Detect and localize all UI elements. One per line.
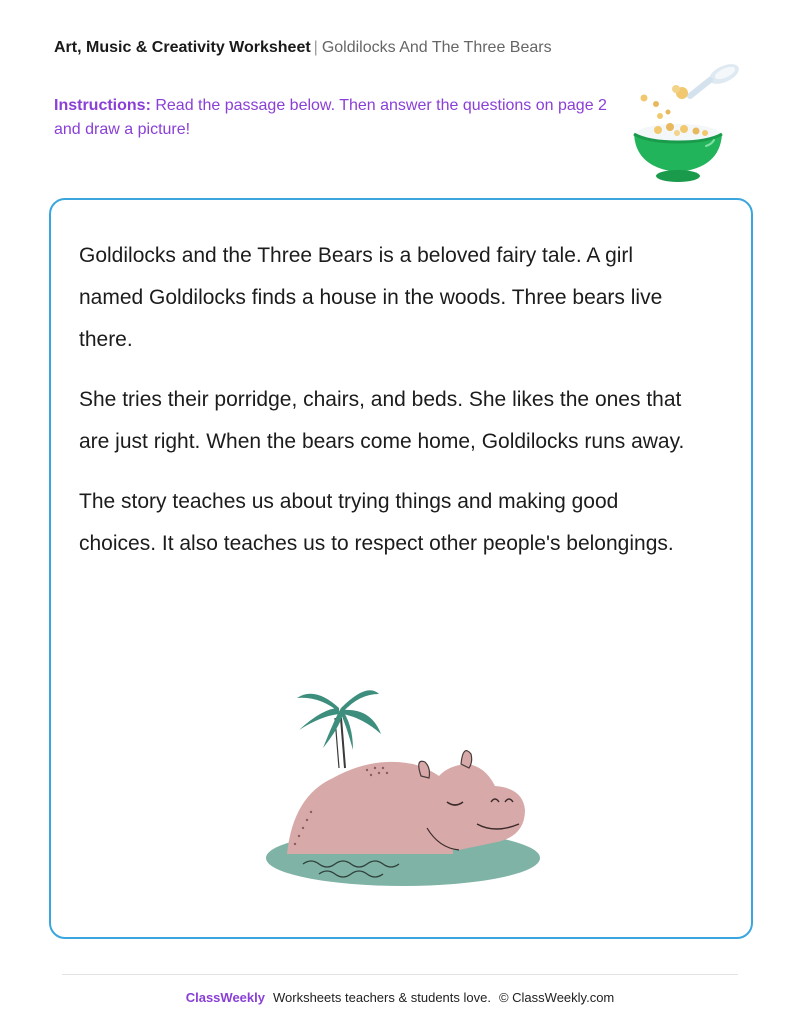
footer-divider: [62, 974, 738, 975]
passage-box: [49, 198, 753, 939]
worksheet-title: Art, Music & Creativity Worksheet: [54, 39, 311, 56]
passage-text: [79, 235, 689, 583]
worksheet-header: [54, 38, 552, 58]
footer: [0, 989, 800, 1007]
footer-copyright: © ClassWeekly.com: [498, 990, 615, 1005]
header-separator: |: [313, 39, 318, 56]
instructions: [54, 94, 624, 142]
passage-paragraph-1: Goldilocks and the Three Bears is a beloved fairy tale. A girl named Goldilocks finds a house in the woods. Three bears live there.: [79, 244, 663, 351]
worksheet-subtitle: Goldilocks And The Three Bears: [321, 39, 552, 56]
passage-paragraph-3: The story teaches us about trying things and making good choices. It also teaches us to respect other people's belongings.: [79, 490, 674, 555]
footer-tagline: Worksheets teachers & students love.: [272, 990, 491, 1005]
hippo-island-illustration: [263, 678, 543, 890]
cereal-bowl-icon: [628, 60, 744, 184]
instructions-text: Read the passage below. Then answer the questions on page 2 and draw a picture!: [54, 97, 607, 138]
passage-paragraph-2: She tries their porridge, chairs, and beds. She likes the ones that are just right. When the bears come home, Goldilocks runs away.: [79, 388, 685, 453]
footer-brand: ClassWeekly: [185, 990, 265, 1005]
instructions-label: Instructions:: [54, 97, 151, 114]
